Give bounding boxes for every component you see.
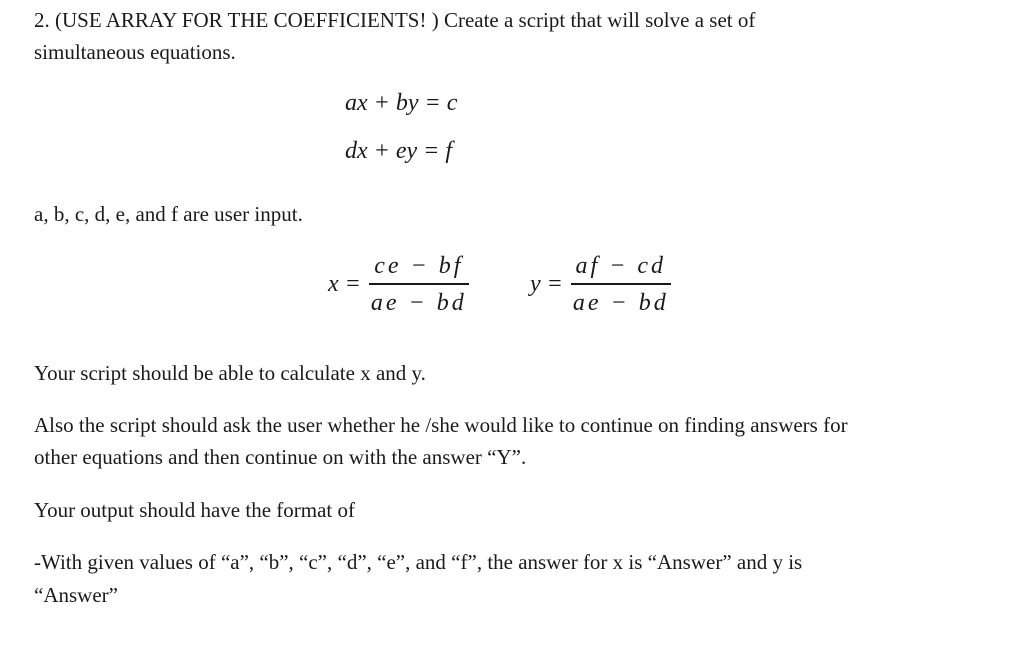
y-fraction xyxy=(571,252,671,317)
x-denominator: ae − bd xyxy=(370,289,467,316)
x-fraction xyxy=(369,252,469,317)
x-fraction-bar xyxy=(369,283,469,285)
y-denominator: ae − bd xyxy=(572,289,669,316)
problem-heading-line1: 2. (USE ARRAY FOR THE COEFFICIENTS! ) Create a script that will solve a set of xyxy=(34,8,756,32)
y-solution xyxy=(530,252,671,317)
input-note: a, b, c, d, e, and f are user input. xyxy=(34,202,303,226)
y-numerator: af − cd xyxy=(575,253,667,279)
y-lhs: y = xyxy=(530,270,563,297)
x-solution xyxy=(328,252,469,317)
x-lhs: x = xyxy=(328,270,361,297)
x-numerator: ce − bf xyxy=(374,253,464,279)
equation-2: dx + ey = f xyxy=(345,138,453,164)
instruction-continue-line2: other equations and then continue on with the answer “Y”. xyxy=(34,445,527,469)
equation-1: ax + by = c xyxy=(345,90,458,116)
output-format-line1: -With given values of “a”, “b”, “c”, “d”, “e”, and “f”, the answer for x is “Answer” and y is xyxy=(34,550,803,574)
instruction-continue-line1: Also the script should ask the user whether he /she would like to continue on finding answers for xyxy=(34,413,848,437)
problem-heading-line2: simultaneous equations. xyxy=(34,40,236,64)
output-format-line2: “Answer” xyxy=(34,583,118,607)
instruction-output-intro: Your output should have the format of xyxy=(34,498,355,522)
instruction-calc: Your script should be able to calculate x and y. xyxy=(34,361,426,385)
y-fraction-bar xyxy=(571,283,671,285)
